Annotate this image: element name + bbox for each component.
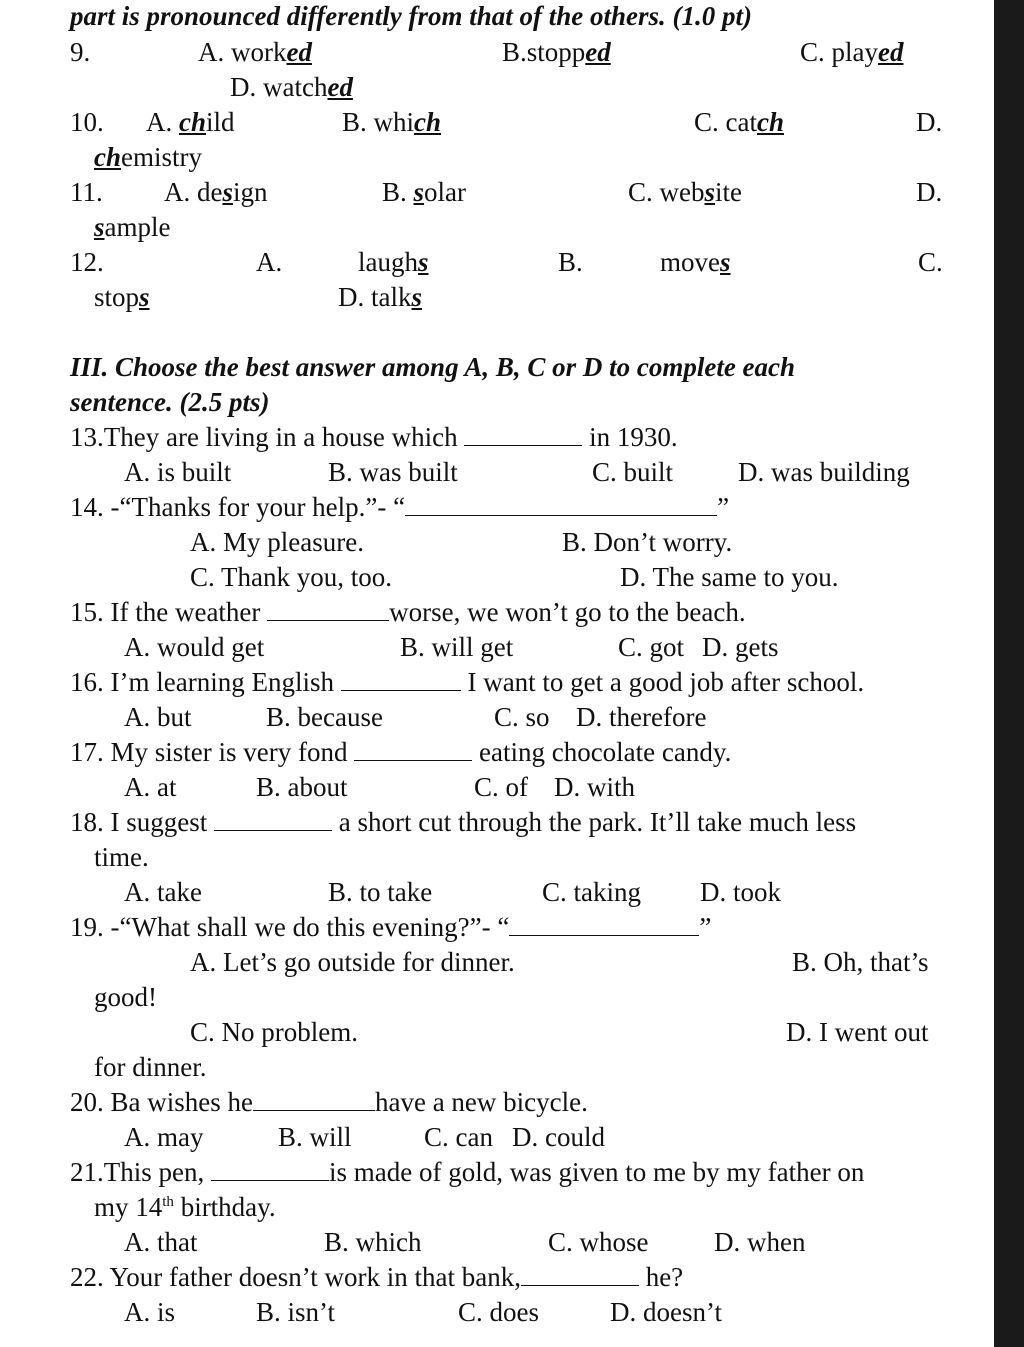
answer-blank[interactable]: [354, 736, 472, 761]
q17-option-a: A. at: [124, 772, 177, 802]
q19-option-b: B. Oh, that’s: [792, 947, 929, 977]
question-21-continued: my 14th birthday.: [94, 1192, 276, 1222]
q15-option-d: D. gets: [702, 632, 779, 662]
question-18-continued: time.: [94, 842, 149, 872]
q21-option-c: C. whose: [548, 1227, 649, 1257]
question-21: 21.This pen, is made of gold, was given to me by my father on: [70, 1157, 865, 1187]
q11-option-b: B. solar: [382, 177, 467, 207]
q22-option-a: A. is: [124, 1297, 176, 1327]
answer-blank[interactable]: [267, 596, 389, 621]
answer-blank[interactable]: [211, 1156, 329, 1181]
q12-option-b-letter: B.: [558, 247, 583, 277]
q13-option-a: A. is built: [124, 457, 232, 487]
section-3-title: III. Choose the best answer among A, B, C or D to complete each: [70, 352, 796, 382]
q16-option-c: C. so: [494, 702, 550, 732]
answer-blank[interactable]: [521, 1261, 639, 1286]
q13-option-b: B. was built: [328, 457, 458, 487]
q16-option-b: B. because: [266, 702, 383, 732]
q14-option-b: B. Don’t worry.: [562, 527, 733, 557]
q16-option-a: A. but: [124, 702, 192, 732]
q21-option-b: B. which: [324, 1227, 422, 1257]
q9-option-d: D. watched: [230, 72, 353, 102]
q11-option-c: C. website: [628, 177, 743, 207]
q20-option-a: A. may: [124, 1122, 204, 1152]
q13-option-c: C. built: [592, 457, 674, 487]
q18-option-a: A. take: [124, 877, 202, 907]
question-20: 20. Ba wishes he have a new bicycle.: [70, 1087, 588, 1117]
q20-option-d: D. could: [512, 1122, 605, 1152]
q20-option-b: B. will: [278, 1122, 352, 1152]
q22-option-b: B. isn’t: [256, 1297, 336, 1327]
question-17: 17. My sister is very fond eating chocolate candy.: [70, 737, 732, 767]
q12-option-b-word: moves: [660, 247, 731, 277]
q12-option-c-letter: C.: [918, 247, 943, 277]
question-9-number: 9.: [70, 37, 91, 67]
section-3-subtitle: sentence. (2.5 pts): [70, 387, 270, 417]
q18-option-d: D. took: [700, 877, 781, 907]
q12-option-a-letter: A.: [256, 247, 283, 277]
q19-option-b-continued: good!: [94, 982, 157, 1012]
q19-option-c: C. No problem.: [190, 1017, 358, 1047]
scan-edge: [994, 0, 1024, 1347]
q9-option-a: A. worked: [198, 37, 312, 67]
q15-option-b: B. will get: [400, 632, 514, 662]
q22-option-d: D. doesn’t: [610, 1297, 722, 1327]
q9-option-b: B.stopped: [502, 37, 611, 67]
question-12-number: 12.: [70, 247, 104, 277]
question-14: 14. -“Thanks for your help.”- “ ”: [70, 492, 730, 522]
q17-option-c: C. of: [474, 772, 528, 802]
q10-option-b: B. which: [342, 107, 442, 137]
q12-option-d: D. talks: [338, 282, 423, 312]
q15-option-c: C. got: [618, 632, 685, 662]
q19-option-d-continued: for dinner.: [94, 1052, 207, 1082]
answer-blank[interactable]: [405, 491, 717, 516]
answer-blank[interactable]: [464, 421, 582, 446]
q10-option-c: C. catch: [694, 107, 784, 137]
answer-blank[interactable]: [341, 666, 461, 691]
q20-option-c: C. can: [424, 1122, 493, 1152]
q14-option-c: C. Thank you, too.: [190, 562, 392, 592]
question-13: 13.They are living in a house which in 1930.: [70, 422, 678, 452]
q18-option-b: B. to take: [328, 877, 433, 907]
q10-option-d-word: chemistry: [94, 142, 202, 172]
section-header-pronunciation: part is pronounced differently from that of the others. (1.0 pt): [70, 1, 753, 31]
question-16: 16. I’m learning English I want to get a good job after school.: [70, 667, 865, 697]
question-10-number: 10.: [70, 107, 104, 137]
q11-option-d-word: sample: [94, 212, 171, 242]
q18-option-c: C. taking: [542, 877, 641, 907]
question-15: 15. If the weather worse, we won’t go to the beach.: [70, 597, 746, 627]
q22-option-c: C. does: [458, 1297, 539, 1327]
question-18: 18. I suggest a short cut through the park. It’ll take much less: [70, 807, 857, 837]
q15-option-a: A. would get: [124, 632, 265, 662]
q10-option-a: A. child: [146, 107, 235, 137]
question-19: 19. -“What shall we do this evening?”- “ ”: [70, 912, 712, 942]
q12-option-c-word: stops: [94, 282, 150, 312]
q17-option-b: B. about: [256, 772, 348, 802]
question-22: 22. Your father doesn’t work in that bank, he?: [70, 1262, 684, 1292]
question-11-number: 11.: [70, 177, 103, 207]
q17-option-d: D. with: [554, 772, 635, 802]
q13-option-d: D. was building: [738, 457, 910, 487]
q21-option-a: A. that: [124, 1227, 198, 1257]
q21-option-d: D. when: [714, 1227, 806, 1257]
q11-option-a: A. design: [164, 177, 268, 207]
q14-option-a: A. My pleasure.: [190, 527, 364, 557]
q14-option-d: D. The same to you.: [620, 562, 839, 592]
answer-blank[interactable]: [253, 1086, 375, 1111]
q12-option-a-word: laughs: [358, 247, 429, 277]
q9-option-c: C. played: [800, 37, 904, 67]
q19-option-a: A. Let’s go outside for dinner.: [190, 947, 515, 977]
answer-blank[interactable]: [214, 806, 332, 831]
q11-option-d-letter: D.: [916, 177, 943, 207]
q16-option-d: D. therefore: [576, 702, 707, 732]
answer-blank[interactable]: [509, 911, 699, 936]
q19-option-d: D. I went out: [786, 1017, 929, 1047]
q10-option-d-letter: D.: [916, 107, 943, 137]
